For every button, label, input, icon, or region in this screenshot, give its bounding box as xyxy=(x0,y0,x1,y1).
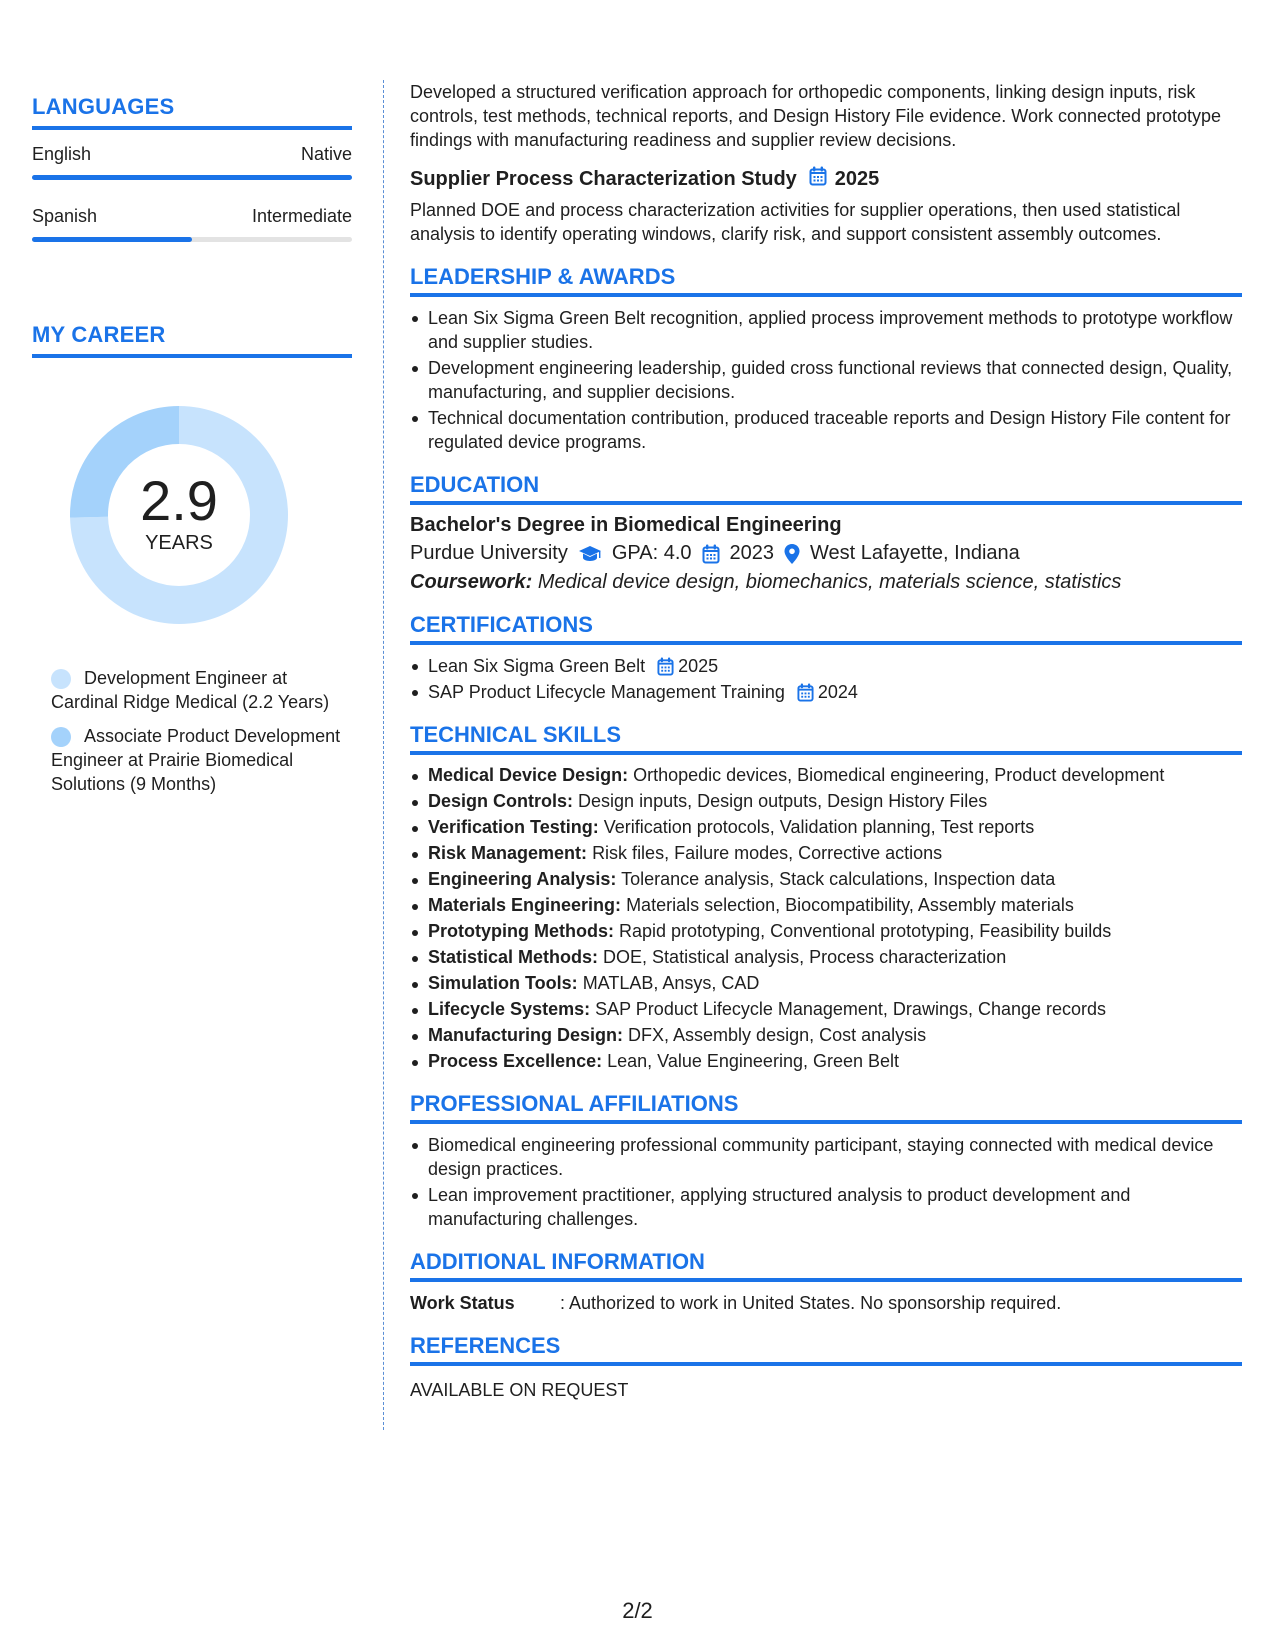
school-location: West Lafayette, Indiana xyxy=(810,542,1020,564)
skill-values: Risk files, Failure modes, Corrective actions xyxy=(592,843,943,863)
page-number: 2/2 xyxy=(622,1598,653,1623)
skill-item xyxy=(410,1024,1242,1047)
left-column xyxy=(32,94,352,806)
language-name: English xyxy=(32,144,92,164)
leadership-list xyxy=(410,306,1242,454)
skill-values: SAP Product Lifecycle Management, Drawings, Change records xyxy=(595,999,1107,1019)
coursework-text: Medical device design, biomechanics, materials science, statistics xyxy=(537,571,1122,593)
skill-category: Process Excellence: xyxy=(428,1051,603,1071)
donut-center xyxy=(66,469,292,555)
skill-item xyxy=(410,790,1242,813)
certification-item xyxy=(410,654,1242,678)
skill-category: Prototyping Methods: xyxy=(428,921,614,941)
list-item: Biomedical engineering professional community participant, staying connected with medical device design practices. xyxy=(410,1133,1242,1181)
language-item xyxy=(32,206,352,242)
calendar-icon xyxy=(657,657,674,676)
skill-values: Design inputs, Design outputs, Design History Files xyxy=(578,791,988,811)
skill-item xyxy=(410,998,1242,1021)
project-continued-description: Developed a structured verification approach for orthopedic components, linking design inputs, risk controls, test methods, technical reports, and Design History File evidence. Work connected prototype findings with manufacturing readiness and supplier review decisions. xyxy=(410,82,1222,150)
work-status-label: Work Status xyxy=(410,1293,515,1313)
right-column xyxy=(410,80,1242,1401)
skill-item xyxy=(410,816,1242,839)
career-section xyxy=(32,322,352,796)
skill-category: Medical Device Design: xyxy=(428,765,629,785)
additional-info-heading: ADDITIONAL INFORMATION xyxy=(410,1249,1242,1282)
skill-values: Verification protocols, Validation planning, Test reports xyxy=(603,817,1035,837)
education-meta xyxy=(410,542,1242,565)
language-name: Spanish xyxy=(32,206,98,226)
references-heading: REFERENCES xyxy=(410,1333,1242,1366)
legend-dot xyxy=(51,669,71,689)
skill-category: Risk Management: xyxy=(428,843,588,863)
skill-item xyxy=(410,920,1242,943)
skill-values: DOE, Statistical analysis, Process characterization xyxy=(603,947,1007,967)
calendar-icon xyxy=(702,544,720,564)
certifications-heading: CERTIFICATIONS xyxy=(410,612,1242,645)
project-title-row xyxy=(410,166,1242,192)
affiliations-heading: PROFESSIONAL AFFILIATIONS xyxy=(410,1091,1242,1124)
degree-title: Bachelor's Degree in Biomedical Engineering xyxy=(410,514,842,536)
certification-year: 2024 xyxy=(817,682,858,702)
language-bar xyxy=(32,237,352,242)
language-list xyxy=(32,144,352,242)
skill-category: Verification Testing: xyxy=(428,817,599,837)
work-status-value: : Authorized to work in United States. No sponsorship required. xyxy=(560,1293,1062,1313)
skill-item xyxy=(410,894,1242,917)
language-item xyxy=(32,144,352,180)
project-title: Supplier Process Characterization Study xyxy=(410,167,797,190)
skill-category: Design Controls: xyxy=(428,791,574,811)
career-total-unit: YEARS xyxy=(145,532,213,554)
project-year: 2025 xyxy=(834,167,880,190)
graduation-year: 2023 xyxy=(729,542,775,564)
skills-heading: TECHNICAL SKILLS xyxy=(410,722,1242,755)
language-bar-fill xyxy=(32,175,352,180)
certification-year: 2025 xyxy=(678,656,719,676)
skill-item xyxy=(410,764,1242,787)
work-status-row xyxy=(410,1291,1242,1315)
column-divider xyxy=(383,80,384,1430)
skills-list xyxy=(410,764,1242,1073)
career-legend-item xyxy=(51,666,341,714)
skill-category: Statistical Methods: xyxy=(428,947,599,967)
school-name: Purdue University xyxy=(410,542,568,564)
skill-values: Lean, Value Engineering, Green Belt xyxy=(607,1051,900,1071)
location-pin-icon xyxy=(784,544,800,564)
skill-category: Manufacturing Design: xyxy=(428,1025,624,1045)
skill-item xyxy=(410,842,1242,865)
skill-category: Lifecycle Systems: xyxy=(428,999,591,1019)
skill-item xyxy=(410,946,1242,969)
list-item: Lean Six Sigma Green Belt recognition, applied process improvement methods to prototype workflow and supplier studies. xyxy=(410,306,1242,354)
list-item: Development engineering leadership, guided cross functional reviews that connected design, Quality, manufacturing, and supplier decisions. xyxy=(410,356,1242,404)
gpa: GPA: 4.0 xyxy=(611,542,692,564)
career-legend-label: Development Engineer at Cardinal Ridge Medical (2.2 Years) xyxy=(51,668,330,712)
skill-category: Materials Engineering: xyxy=(428,895,622,915)
list-item: Lean improvement practitioner, applying structured analysis to product development and manufacturing challenges. xyxy=(410,1183,1242,1231)
career-legend-label: Associate Product Development Engineer at Prairie Biomedical Solutions (9 Months) xyxy=(51,726,341,794)
career-legend-item xyxy=(51,724,341,796)
education-heading: EDUCATION xyxy=(410,472,1242,505)
legend-dot xyxy=(51,727,71,747)
skill-values: MATLAB, Ansys, CAD xyxy=(582,973,760,993)
coursework-label: Coursework: xyxy=(410,571,533,593)
skill-values: Tolerance analysis, Stack calculations, Inspection data xyxy=(621,869,1056,889)
skill-item xyxy=(410,1050,1242,1073)
project-description: Planned DOE and process characterization activities for supplier operations, then used statistical analysis to identify operating windows, clarify risk, and support consistent assembly outcomes. xyxy=(410,200,1181,244)
calendar-icon xyxy=(797,683,814,702)
languages-heading: LANGUAGES xyxy=(32,94,352,130)
certification-name: SAP Product Lifecycle Management Training xyxy=(428,682,785,702)
list-item: Technical documentation contribution, produced traceable reports and Design History File content for regulated device programs. xyxy=(410,406,1242,454)
certification-item xyxy=(410,680,1242,704)
calendar-icon xyxy=(809,166,827,192)
certifications-list xyxy=(410,654,1242,704)
skill-category: Engineering Analysis: xyxy=(428,869,617,889)
coursework xyxy=(410,571,1242,594)
skill-item xyxy=(410,972,1242,995)
language-level: Native xyxy=(300,144,352,164)
career-total-years: 2.9 xyxy=(140,469,218,532)
career-donut-chart xyxy=(66,402,292,628)
career-legend xyxy=(32,666,352,796)
skill-item xyxy=(410,868,1242,891)
skill-values: Orthopedic devices, Biomedical engineering, Product development xyxy=(633,765,1165,785)
skill-values: DFX, Assembly design, Cost analysis xyxy=(628,1025,927,1045)
affiliations-list xyxy=(410,1133,1242,1231)
references-text: AVAILABLE ON REQUEST xyxy=(410,1380,629,1400)
language-level: Intermediate xyxy=(251,206,352,226)
career-heading: MY CAREER xyxy=(32,322,352,358)
certification-name: Lean Six Sigma Green Belt xyxy=(428,656,646,676)
graduation-cap-icon xyxy=(578,545,602,563)
skill-values: Rapid prototyping, Conventional prototyping, Feasibility builds xyxy=(619,921,1112,941)
skill-category: Simulation Tools: xyxy=(428,973,578,993)
language-bar-fill xyxy=(32,237,192,242)
language-bar xyxy=(32,175,352,180)
skill-values: Materials selection, Biocompatibility, Assembly materials xyxy=(626,895,1074,915)
leadership-heading: LEADERSHIP & AWARDS xyxy=(410,264,1242,297)
